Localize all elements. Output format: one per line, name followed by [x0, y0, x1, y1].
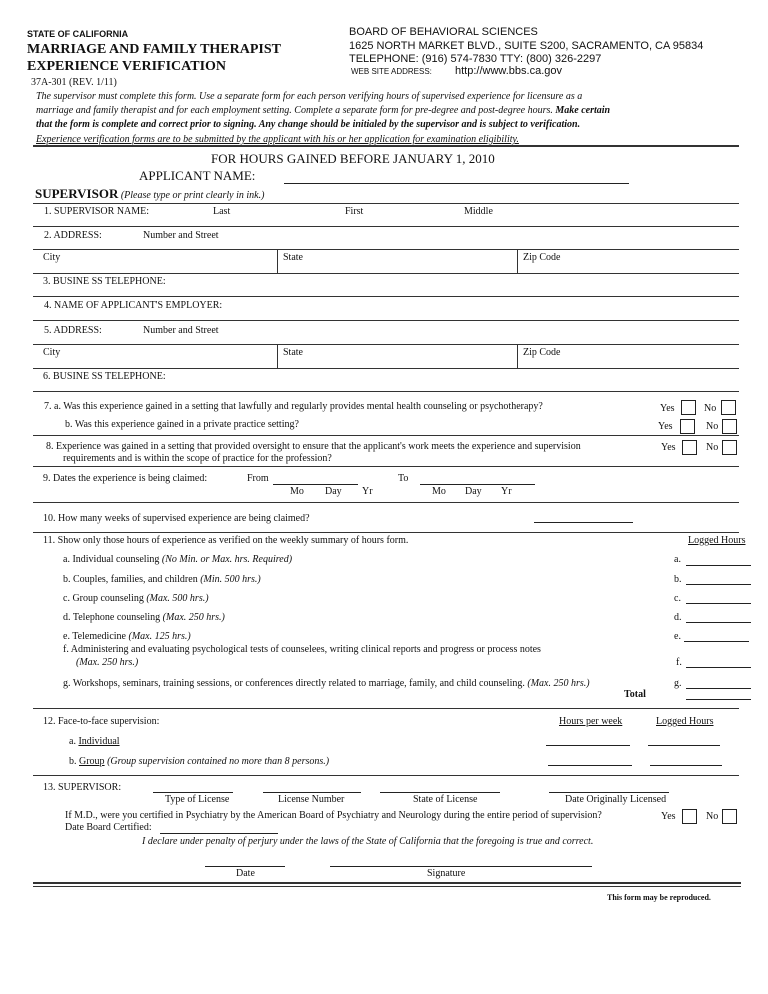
signature-field[interactable]: [330, 866, 592, 867]
q1-first-label: First: [345, 206, 364, 217]
supervisor-city-field[interactable]: [33, 250, 277, 272]
q12b-hours-per-week-field[interactable]: [548, 765, 632, 766]
q13-license-number-field[interactable]: [263, 792, 361, 793]
q7b-yes-checkbox[interactable]: [680, 419, 695, 434]
q4-employer-label: 4. NAME OF APPLICANT'S EMPLOYER:: [44, 300, 223, 311]
q7a-yes-label: Yes: [660, 403, 675, 414]
instructions-line4: Experience verification forms are to be submitted by the applicant with his or her application for examination eligibility.: [36, 134, 519, 145]
q9-to-day: Day: [465, 486, 482, 497]
q9-from-date-field[interactable]: [273, 484, 358, 485]
q9-from-yr: Yr: [362, 486, 373, 497]
q9-from-day: Day: [325, 486, 342, 497]
employer-name-field[interactable]: [33, 297, 739, 319]
q9-from-label: From: [247, 473, 269, 484]
supervisor-street-field[interactable]: [33, 227, 739, 249]
q8-question-line2: requirements and is within the scope of practice for the profession?: [63, 453, 332, 464]
board-name: BOARD OF BEHAVIORAL SCIENCES: [349, 26, 538, 38]
q13-no-label: No: [706, 811, 719, 822]
q6-telephone-label: 6. BUSINE SS TELEPHONE:: [43, 371, 166, 382]
date-label: Date: [236, 868, 255, 879]
q8-yes-checkbox[interactable]: [682, 440, 697, 455]
q5-street-label: Number and Street: [143, 325, 219, 336]
q9-to-mo: Mo: [432, 486, 446, 497]
q13-board-certified-label: Date Board Certified:: [65, 822, 152, 833]
q13-yes-label: Yes: [661, 811, 676, 822]
q11b-letter: b.: [674, 574, 682, 585]
perjury-declaration: I declare under penalty of perjury under the laws of the State of California that the foregoing is true and correct.: [142, 836, 594, 847]
q11c-hours-field[interactable]: [686, 603, 751, 604]
q11g-hours-field[interactable]: [686, 688, 751, 689]
q2-city-label: City: [43, 252, 61, 263]
q2-zip-label: Zip Code: [523, 252, 561, 263]
q11a-hours-field[interactable]: [686, 565, 751, 566]
q8-no-checkbox[interactable]: [722, 440, 737, 455]
supervisor-name-field[interactable]: [33, 204, 739, 226]
q2-address-label: 2. ADDRESS:: [44, 230, 102, 241]
q11g-letter: g.: [674, 678, 682, 689]
instructions-line2: marriage and family therapist and for each employment setting. Complete a separate form for pre-degree and post-degree hours. Make certain: [36, 105, 611, 116]
q13-no-checkbox[interactable]: [722, 809, 737, 824]
q12-label: 12. Face-to-face supervision:: [43, 716, 160, 727]
applicant-name-field[interactable]: [284, 183, 629, 184]
q9-to-yr: Yr: [501, 486, 512, 497]
q12-hours-per-week-heading: Hours per week: [559, 716, 623, 727]
supervisor-state-field[interactable]: [278, 250, 517, 272]
q11e-letter: e.: [674, 631, 681, 642]
q13-license-state-field[interactable]: [380, 792, 500, 793]
q11f-label-line2: (Max. 250 hrs.): [76, 657, 139, 668]
q9-to-label: To: [398, 473, 409, 484]
q10-weeks-field[interactable]: [534, 522, 633, 523]
employer-state-field[interactable]: [278, 345, 517, 367]
board-telephone: TELEPHONE: (916) 574-7830 TTY: (800) 326-2297: [349, 53, 602, 65]
applicant-name-label: APPLICANT NAME:: [139, 168, 256, 183]
q11d-label: d. Telephone counseling (Max. 250 hrs.): [63, 612, 225, 623]
supervisor-heading: SUPERVISOR (Please type or print clearly in ink.): [35, 186, 265, 201]
q12-logged-hours-heading: Logged Hours: [656, 716, 714, 727]
board-address: 1625 NORTH MARKET BLVD., SUITE S200, SACRAMENTO, CA 95834: [349, 40, 704, 52]
q7b-question: b. Was this experience gained in a private practice setting?: [65, 419, 299, 430]
q7b-no-checkbox[interactable]: [722, 419, 737, 434]
signature-label: Signature: [427, 868, 466, 879]
q2-street-label: Number and Street: [143, 230, 219, 241]
website-label: WEB SITE ADDRESS:: [351, 67, 432, 76]
hours-before-heading: FOR HOURS GAINED BEFORE JANUARY 1, 2010: [211, 151, 495, 166]
q11b-label: b. Couples, families, and children (Min. 500 hrs.): [63, 574, 261, 585]
q2-state-label: State: [283, 252, 303, 263]
q11-total-label: Total: [624, 689, 646, 700]
q13-yes-checkbox[interactable]: [682, 809, 697, 824]
q8-question-line1: 8. Experience was gained in a setting that provided oversight to ensure that the applicant's work meets the experience and supervision: [46, 441, 581, 452]
q9-to-date-field[interactable]: [420, 484, 535, 485]
form-title-line2: EXPERIENCE VERIFICATION: [27, 59, 227, 74]
form-title-line1: MARRIAGE AND FAMILY THERAPIST: [27, 42, 281, 57]
q3-telephone-label: 3. BUSINE SS TELEPHONE:: [43, 276, 166, 287]
q7a-question: 7. a. Was this experience gained in a setting that lawfully and regularly provides mental health counseling or psychotherapy?: [44, 401, 543, 412]
q5-state-label: State: [283, 347, 303, 358]
q12b-logged-hours-field[interactable]: [650, 765, 722, 766]
q11d-hours-field[interactable]: [686, 622, 751, 623]
q9-from-mo: Mo: [290, 486, 304, 497]
q7a-no-label: No: [704, 403, 717, 414]
q5-city-label: City: [43, 347, 61, 358]
instructions-line1: The supervisor must complete this form. Use a separate form for each person verifying hours of supervised experience for licensure as a: [36, 91, 583, 102]
q11f-hours-field[interactable]: [686, 667, 751, 668]
q1-last-label: Last: [213, 206, 231, 217]
q11b-hours-field[interactable]: [686, 584, 751, 585]
q13-md-question: If M.D., were you certified in Psychiatry by the American Board of Psychiatry and Neurology during the entire period of supervision?: [65, 810, 602, 821]
supervisor-telephone-field[interactable]: [33, 274, 739, 296]
state-label: STATE OF CALIFORNIA: [27, 29, 129, 39]
employer-city-field[interactable]: [33, 345, 277, 367]
q11a-label: a. Individual counseling (No Min. or Max. hrs. Required): [63, 554, 293, 565]
q5-address-label: 5. ADDRESS:: [44, 325, 102, 336]
q11d-letter: d.: [674, 612, 682, 623]
q13-license-date-field[interactable]: [549, 792, 669, 793]
q12a-hours-per-week-field[interactable]: [546, 745, 630, 746]
q11c-label: c. Group counseling (Max. 500 hrs.): [63, 593, 209, 604]
q13-supervisor-label: 13. SUPERVISOR:: [43, 782, 122, 793]
signature-date-field[interactable]: [205, 866, 285, 867]
q11f-letter: f.: [676, 657, 682, 668]
reproduction-note: This form may be reproduced.: [607, 893, 711, 902]
q11f-label-line1: f. Administering and evaluating psychological tests of counselees, writing clinical reports and progress or process notes: [63, 644, 541, 655]
q7b-no-label: No: [706, 421, 719, 432]
q1-middle-label: Middle: [464, 206, 493, 217]
q12b-label: b. Group (Group supervision contained no more than 8 persons.): [69, 756, 330, 767]
q11-total-field[interactable]: [686, 699, 751, 700]
q8-no-label: No: [706, 442, 719, 453]
q7a-yes-checkbox[interactable]: [681, 400, 696, 415]
q11e-label: e. Telemedicine (Max. 125 hrs.): [63, 631, 191, 642]
q13-date-label: Date Originally Licensed: [565, 794, 667, 805]
q1-supervisor-name-label: 1. SUPERVISOR NAME:: [44, 206, 150, 217]
q13-type-label: Type of License: [165, 794, 230, 805]
q10-weeks-label: 10. How many weeks of supervised experience are being claimed?: [43, 513, 310, 524]
q5-zip-label: Zip Code: [523, 347, 561, 358]
employer-street-field[interactable]: [33, 321, 739, 343]
q9-dates-label: 9. Dates the experience is being claimed:: [43, 473, 208, 484]
q13-board-certified-field[interactable]: [160, 833, 278, 834]
instructions-line3: that the form is complete and correct prior to signing. Any change should be initialed by the supervisor and is subject to verification.: [36, 119, 581, 130]
q7a-no-checkbox[interactable]: [721, 400, 736, 415]
q13-license-type-field[interactable]: [153, 792, 233, 793]
form-number: 37A-301 (REV. 1/11): [31, 77, 117, 88]
q11c-letter: c.: [674, 593, 681, 604]
employer-zip-field[interactable]: [518, 345, 739, 367]
q11-label: 11. Show only those hours of experience as verified on the weekly summary of hours form.: [43, 535, 409, 546]
q7b-yes-label: Yes: [658, 421, 673, 432]
q11-logged-hours-heading: Logged Hours: [688, 535, 746, 546]
q12a-label: a. Individual: [69, 736, 120, 747]
supervisor-zip-field[interactable]: [518, 250, 739, 272]
q13-number-label: License Number: [278, 794, 345, 805]
q12a-logged-hours-field[interactable]: [648, 745, 720, 746]
q11e-hours-field[interactable]: [684, 641, 749, 642]
q11a-letter: a.: [674, 554, 681, 565]
website-link[interactable]: http://www.bbs.ca.gov: [455, 65, 562, 77]
q13-state-label: State of License: [413, 794, 478, 805]
q8-yes-label: Yes: [661, 442, 676, 453]
q11g-label: g. Workshops, seminars, training sessions, or conferences directly related to marriage, family, and child counseling. (Max. 250 hrs.): [63, 678, 590, 689]
employer-telephone-field[interactable]: [33, 369, 739, 391]
